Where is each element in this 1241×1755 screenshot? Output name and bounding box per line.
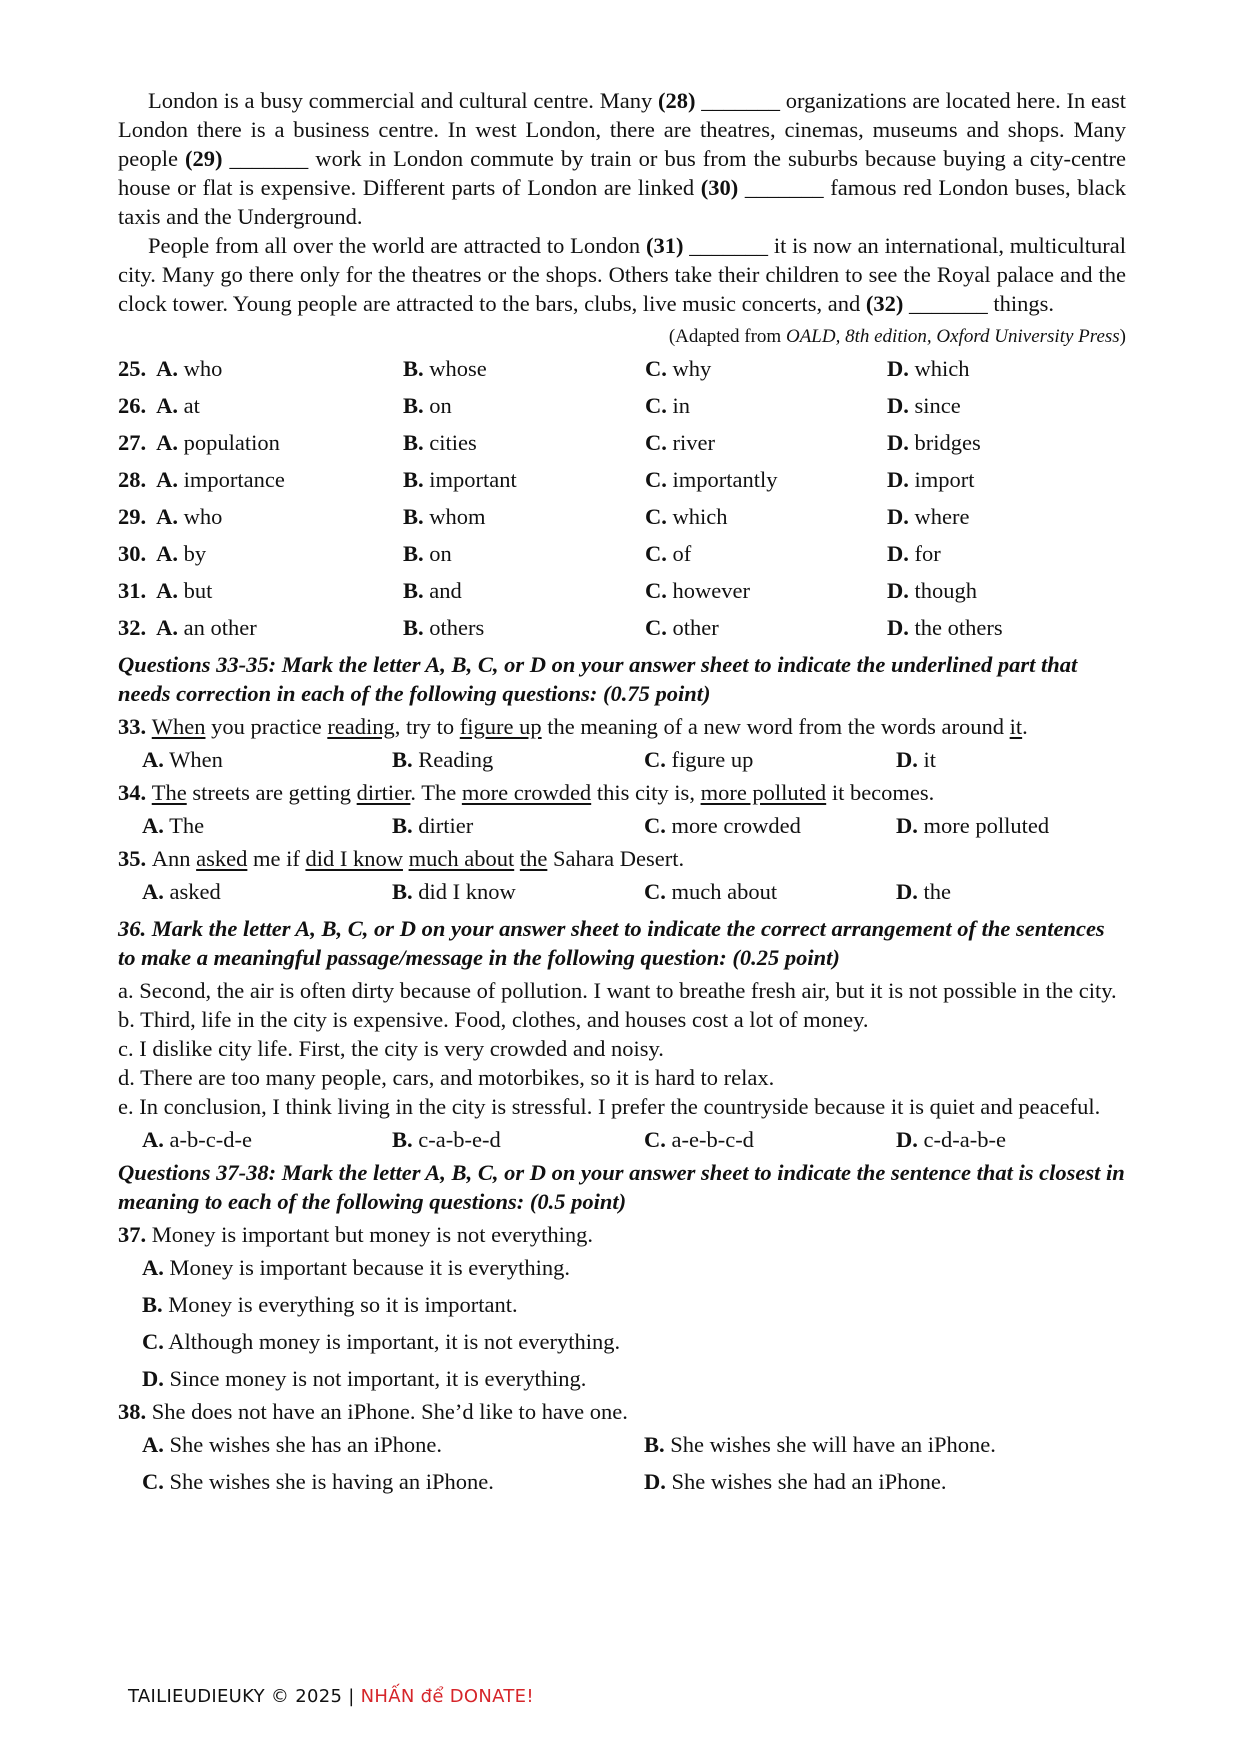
question-37: 37. Money is important but money is not everything. [118, 1222, 593, 1247]
option-letter: B. [403, 504, 424, 529]
option-b [403, 498, 645, 535]
option-text: bridges [908, 430, 981, 455]
option-text: for [908, 541, 941, 566]
option-letter: A. [156, 615, 179, 640]
error-question: 33. When you practice reading, try to figure up the meaning of a new word from the words around it. [118, 714, 1028, 739]
option-text: import [908, 467, 975, 492]
option-c [645, 535, 887, 572]
option-b [403, 350, 645, 387]
option-d: D. Since money is not important, it is everything. [142, 1366, 587, 1391]
question-row [118, 461, 1126, 498]
option-text: important [423, 467, 517, 492]
option-a [118, 350, 403, 387]
exam-page [118, 86, 1126, 1500]
arrangement-sentence: c. I dislike city life. First, the city is very crowded and noisy. [118, 1036, 664, 1061]
option-b: B. She wishes she will have an iPhone. [644, 1432, 996, 1457]
option-d [887, 609, 1126, 646]
arrangement-sentences [118, 976, 1126, 1121]
option-text: whom [423, 504, 486, 529]
option-letter: C. [645, 504, 667, 529]
option-text: though [908, 578, 978, 603]
option-letter: D. [887, 615, 909, 640]
option-a: A. a-b-c-d-e [142, 1127, 252, 1152]
option-text: river [666, 430, 715, 455]
option-text: population [178, 430, 280, 455]
option-text: on [423, 541, 452, 566]
option-text: of [666, 541, 692, 566]
options-row [118, 873, 1126, 910]
option-letter: C. [645, 578, 667, 603]
passage-text-run: (29) [185, 146, 223, 171]
question-number: 32. [118, 615, 157, 640]
option-text: whose [423, 356, 487, 381]
option-c [645, 387, 887, 424]
question-38-options [118, 1426, 1126, 1500]
option-text: others [423, 615, 485, 640]
option-a: A. Money is important because it is everything. [142, 1255, 571, 1280]
option-letter: D. [887, 467, 909, 492]
option-text: who [178, 504, 223, 529]
option-d: D. more polluted [896, 813, 1050, 838]
option-letter: B. [403, 467, 424, 492]
error-question: 34. The streets are getting dirtier. The more crowded this city is, more polluted it becomes. [118, 780, 935, 805]
option-text: but [178, 578, 213, 603]
option-letter: B. [403, 615, 424, 640]
question-row [118, 424, 1126, 461]
options-row [118, 1426, 1126, 1463]
option-d: D. She wishes she had an iPhone. [644, 1469, 947, 1494]
passage-text-run: People from all over the world are attracted to London [148, 233, 646, 258]
passage-text-run: (30) [700, 175, 739, 200]
option-d [887, 387, 1126, 424]
options-row [118, 1463, 1126, 1500]
option-letter: A. [156, 430, 179, 455]
option-a [118, 609, 403, 646]
option-b: B. Reading [392, 747, 494, 772]
option-text: the others [908, 615, 1003, 640]
option-text: and [423, 578, 462, 603]
option-letter: D. [887, 393, 909, 418]
passage-text-run: (31) [645, 233, 684, 258]
mc-questions [118, 350, 1126, 646]
passage-text-run: _______ famous red London buses, black taxis and the Underground. [118, 175, 1126, 229]
question-number: 27. [118, 430, 157, 455]
option-letter: A. [156, 541, 179, 566]
passage-text-run: London is a busy commercial and cultural centre. Many [148, 88, 658, 113]
option-text: in [666, 393, 691, 418]
option-letter: B. [403, 430, 424, 455]
passage-text-run: _______ it is now an international, multicultural city. Many go there only for the theatres or the shops. Others take their children to see the Royal palace and the clock tower. Young people are attracted to the bars, clubs, live music concerts, and [118, 233, 1126, 316]
option-b [403, 387, 645, 424]
option-letter: D. [887, 430, 909, 455]
option-letter: A. [156, 504, 179, 529]
option-a [118, 424, 403, 461]
question-row [118, 572, 1126, 609]
option-text: why [666, 356, 712, 381]
option-letter: D. [887, 504, 909, 529]
option-letter: B. [403, 578, 424, 603]
option-text: cities [423, 430, 477, 455]
option-d: D. the [896, 879, 951, 904]
option-b: B. did I know [392, 879, 516, 904]
option-c: C. figure up [644, 747, 754, 772]
section-heading-37-38: Questions 37-38: Mark the letter A, B, C, or D on your answer sheet to indicate the sentence that is closest in meaning to each of the following questions: (0.5 point) [118, 1160, 1125, 1214]
question-row [118, 498, 1126, 535]
option-a [118, 387, 403, 424]
option-text: however [666, 578, 750, 603]
option-text: on [423, 393, 452, 418]
question-38: 38. She does not have an iPhone. She’d like to have one. [118, 1399, 628, 1424]
arrangement-sentence: b. Third, life in the city is expensive. Food, clothes, and houses cost a lot of money. [118, 1007, 869, 1032]
passage-paragraph-1 [118, 86, 1126, 231]
option-a [118, 572, 403, 609]
section-heading-33-35: Questions 33-35: Mark the letter A, B, C, or D on your answer sheet to indicate the underlined part that needs correction in each of the following questions: (0.75 point) [118, 652, 1078, 706]
option-text: importance [178, 467, 285, 492]
option-b [403, 461, 645, 498]
question-number: 30. [118, 541, 157, 566]
option-letter: C. [645, 430, 667, 455]
footer-brand: TAILIEUDIEUKY © 2025 | [128, 1686, 361, 1707]
option-c: C. much about [644, 879, 778, 904]
option-b: B. Money is everything so it is important. [142, 1292, 518, 1317]
option-letter: C. [645, 467, 667, 492]
option-letter: C. [645, 615, 667, 640]
option-b [403, 535, 645, 572]
error-question: 35. Ann asked me if did I know much about the Sahara Desert. [118, 846, 685, 871]
option-text: other [666, 615, 719, 640]
option-d [887, 498, 1126, 535]
footer [128, 1686, 534, 1707]
passage-source: (Adapted from OALD, 8th edition, Oxford University Press) [668, 326, 1126, 347]
option-letter: D. [887, 541, 909, 566]
option-letter: B. [403, 541, 424, 566]
option-c [645, 424, 887, 461]
option-a: A. The [142, 813, 205, 838]
question-row [118, 387, 1126, 424]
option-c [645, 572, 887, 609]
option-letter: A. [156, 578, 179, 603]
option-letter: C. [645, 541, 667, 566]
arrangement-sentence: a. Second, the air is often dirty because of pollution. I want to breathe fresh air, but it is not possible in the city. [118, 978, 1117, 1003]
question-number: 26. [118, 393, 157, 418]
question-row [118, 535, 1126, 572]
option-letter: B. [403, 356, 424, 381]
passage-paragraph-2 [118, 231, 1126, 318]
option-letter: B. [403, 393, 424, 418]
options-row [118, 807, 1126, 844]
arrangement-sentence: d. There are too many people, cars, and motorbikes, so it is hard to relax. [118, 1065, 775, 1090]
option-text: where [908, 504, 970, 529]
option-a [118, 498, 403, 535]
option-c [645, 609, 887, 646]
passage-text-run: (28) [657, 88, 696, 113]
option-text: at [178, 393, 200, 418]
option-a: A. asked [142, 879, 221, 904]
option-d [887, 424, 1126, 461]
passage-text-run: _______ things. [903, 291, 1055, 316]
passage-text-run: _______ work in London commute by train or bus from the suburbs because buying a city-centre house or flat is expensive. Different parts of London are linked [118, 146, 1126, 200]
passage-text-run: _______ organizations are located here. In east London there is a business centre. In west London, there are theatres, cinemas, museums and shops. Many people [118, 88, 1126, 171]
question-number: 25. [118, 356, 157, 381]
option-d: D. c-d-a-b-e [896, 1127, 1006, 1152]
option-letter: A. [156, 467, 179, 492]
option-text: by [178, 541, 207, 566]
option-text: since [908, 393, 961, 418]
option-b: B. c-a-b-e-d [392, 1127, 501, 1152]
option-c: C. more crowded [644, 813, 801, 838]
option-b [403, 609, 645, 646]
option-a: A. She wishes she has an iPhone. [142, 1432, 442, 1457]
question-number: 31. [118, 578, 157, 603]
option-c [645, 461, 887, 498]
option-d [887, 535, 1126, 572]
question-row [118, 350, 1126, 387]
option-text: which [666, 504, 728, 529]
option-d [887, 350, 1126, 387]
option-b: B. dirtier [392, 813, 474, 838]
option-letter: A. [156, 393, 179, 418]
option-letter: D. [887, 578, 909, 603]
option-a: A. When [142, 747, 223, 772]
option-c [645, 350, 887, 387]
option-b [403, 424, 645, 461]
option-letter: C. [645, 393, 667, 418]
section-heading-36: 36. Mark the letter A, B, C, or D on your answer sheet to indicate the correct arrangement of the sentences to make a meaningful passage/message in the following question: (0.25 point) [118, 916, 1105, 970]
option-text: which [908, 356, 970, 381]
options-row [118, 741, 1126, 778]
question-number: 29. [118, 504, 157, 529]
arrangement-options [118, 1121, 1126, 1158]
option-d [887, 572, 1126, 609]
option-letter: A. [156, 356, 179, 381]
option-letter: D. [887, 356, 909, 381]
option-text: an other [178, 615, 257, 640]
option-a [118, 535, 403, 572]
question-37-options [118, 1249, 1126, 1397]
option-d: D. it [896, 747, 937, 772]
question-number: 28. [118, 467, 157, 492]
option-c: C. a-e-b-c-d [644, 1127, 754, 1152]
option-a [118, 461, 403, 498]
option-text: who [178, 356, 223, 381]
question-row [118, 609, 1126, 646]
option-d [887, 461, 1126, 498]
option-c: C. She wishes she is having an iPhone. [142, 1469, 494, 1494]
error-questions [118, 712, 1126, 910]
option-c [645, 498, 887, 535]
passage-text-run: (32) [865, 291, 904, 316]
option-letter: C. [645, 356, 667, 381]
option-text: importantly [666, 467, 778, 492]
option-c: C. Although money is important, it is not everything. [142, 1329, 621, 1354]
arrangement-sentence: e. In conclusion, I think living in the city is stressful. I prefer the countryside because it is quiet and peaceful. [118, 1094, 1101, 1119]
donate-link[interactable]: NHẤN để DONATE! [360, 1686, 534, 1707]
option-b [403, 572, 645, 609]
